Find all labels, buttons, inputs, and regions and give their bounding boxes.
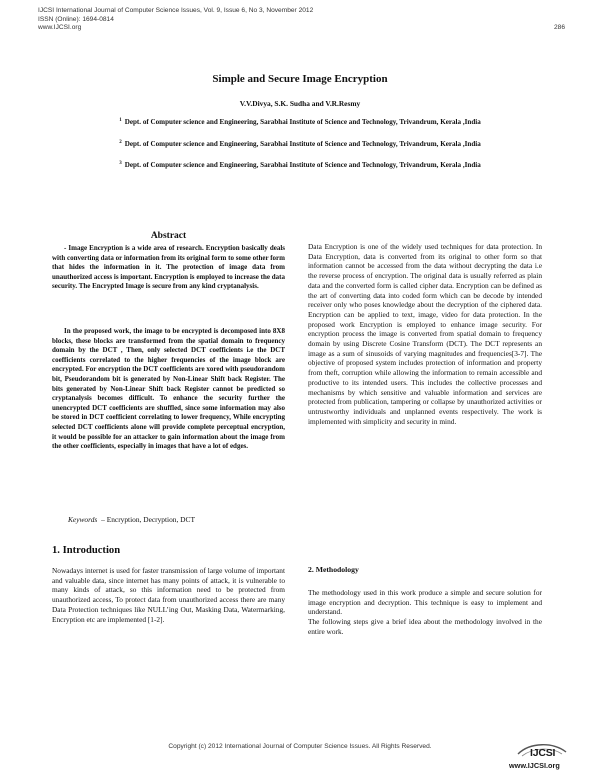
running-header [38, 7, 313, 33]
affiliation-3 [0, 161, 600, 169]
issn-line: ISSN (Online): 1694-0814 [38, 15, 114, 23]
affiliation-number: 2 [119, 140, 122, 145]
keywords-label: Keywords [68, 515, 98, 524]
section-1-heading: 1. Introduction [52, 545, 121, 556]
page-number: 286 [553, 24, 565, 31]
paper-title: Simple and Secure Image Encryption [212, 73, 388, 85]
abstract-paragraph-2: In the proposed work, the image to be encrypted is decomposed into 8X8 blocks, these blocks are transformed from the spatial domain to frequency domain by the DCT , Then, only selected DCT coefficients i.e the DCT coefficients correlated to the higher frequencies of the image block are encrypted. For encryption the DCT coefficients are xored with pseudorandom bit, Pseudorandom bit is generated by Non-Linear Shift back Register. The bits generated by Non-Linear Shift back Register cannot be predicted so cryptanalysis becomes difficult. To enhance the security further the unencrypted DCT coefficients are shuffled, since some information may also be stored in DCT coefficient correlating to lower frequency, While encrypting selected DCT coefficients alone will provide complete perceptual encryption, it would be possible for an attacker to gain information about the image from the other coefficients, especially in images that have a lot of edges. [52, 327, 285, 451]
authors: V.V.Divya, S.K. Sudha and V.R.Resmy [239, 99, 361, 108]
affiliation-text: Dept. of Computer science and Engineering, Sarabhai Institute of Science and Technology, Trivandrum, Kerala ,India [124, 161, 481, 169]
affiliation-number: 3 [119, 161, 122, 166]
affiliation-2 [0, 140, 600, 148]
copyright-footer: Copyright (c) 2012 International Journal of Computer Science Issues. All Rights Reserved. [168, 743, 432, 750]
abstract-heading: Abstract [150, 231, 187, 241]
right-column-text: Data Encryption is one of the widely used techniques for data protection. In Data Encryption, data is converted from its original to other form so that information cannot be accessed from the data without decrypting the data i.e the reverse process of encryption. The original data is usually referred as plain data and the converted form is called cipher data. Encryption can be defined as the art of converting data into coded form which can be decode by intended receiver only who poses knowledge about the decryption of the ciphered data. Encryption can be applied to text, image, video for data protection. In the proposed work Encryption is employed to enhance image security. For encryption process the image is converted from spatial domain to frequency domain by using Discrete Cosine Transform (DCT). The DCT represents an image as a sum of sinusoids of varying magnitudes and frequencies[3-7]. The objective of proposed system includes protection of information and property from theft, corruption while allowing the information to remain accessible and productive to its intended users. This includes the collective processes and mechanisms by which sensitive and valuable information and services are protected from publication, tampering or collapse by unauthorized activities or untrustworthy individuals and unplanned events respectively. The work is implemented with simplicity and security in mind. [308, 242, 542, 426]
affiliation-1 [0, 118, 600, 126]
website-line: www.IJCSI.org [38, 24, 82, 32]
keywords-text: – Encryption, Decryption, DCT [101, 515, 195, 524]
abstract-paragraph-1: - Image Encryption is a wide area of research. Encryption basically deals with converting data or information from its original form to some other form that hides the information in it. The protection of image data from unauthorized access is important. Encryption is employed to increase the data security. The Encrypted Image is secure from any kind cryptanalysis. [52, 244, 285, 291]
logo-text: IJCSI [530, 747, 556, 759]
section-1-text: Nowadays internet is used for faster transmission of large volume of important and valuable data, since internet has many points of attack, it is vulnerable to many kinds of attack, so this information need to be protected from unauthorized access, To protect data from unauthorized access there are many Data Protection techniques like NULL’ing Out, Masking Data, Watermarking, Encryption etc are implemented [1-2]. [52, 566, 285, 624]
affiliation-text: Dept. of Computer science and Engineering, Sarabhai Institute of Science and Technology, Trivandrum, Kerala ,India [124, 118, 481, 126]
section-2-heading: 2. Methodology [308, 565, 359, 574]
logo-url: www.IJCSI.org [509, 761, 560, 770]
section-2-text [308, 588, 542, 637]
affiliation-number: 1 [119, 118, 122, 123]
methodology-paragraph-1: The methodology used in this work produce a simple and secure solution for image encryption and decryption. This technique is easy to implement and understand. [308, 588, 542, 617]
keywords-line [68, 515, 195, 524]
journal-line: IJCSI International Journal of Computer Science Issues, Vol. 9, Issue 6, No 3, November 2012 [38, 7, 314, 14]
methodology-paragraph-2: The following steps give a brief idea about the methodology involved in the entire work. [308, 617, 542, 636]
affiliation-text: Dept. of Computer science and Engineering, Sarabhai Institute of Science and Technology, Trivandrum, Kerala ,India [124, 140, 481, 148]
